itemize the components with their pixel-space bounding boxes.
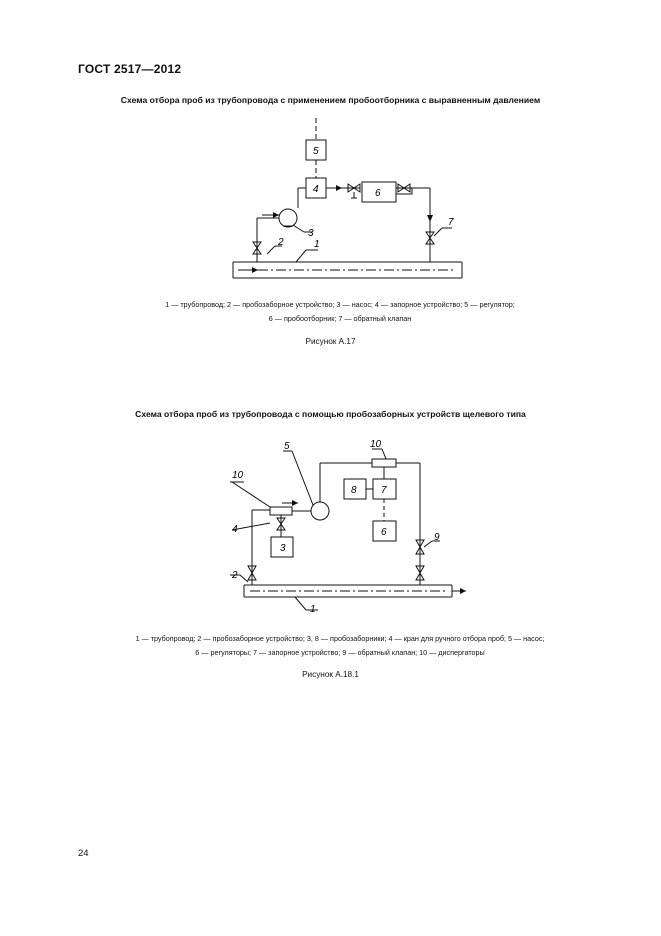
- figure-1-label: Рисунок А.17: [305, 337, 356, 346]
- callout-1-fig2: 1: [310, 604, 316, 615]
- disperser-10-left: [270, 507, 292, 515]
- disperser-10-right: [372, 459, 396, 467]
- figure-2-label: Рисунок А.18.1: [302, 670, 359, 679]
- callout-1: 1: [314, 239, 320, 250]
- box-5-label: 5: [313, 146, 319, 157]
- box-6-label-fig2: 6: [381, 527, 387, 538]
- callout-7: 7: [448, 217, 454, 228]
- callout-9: 9: [434, 532, 440, 543]
- figure-2-title: Схема отбора проб из трубопровода с помощью пробозаборных устройств щелевого типа: [135, 409, 526, 419]
- document-header: ГОСТ 2517—2012: [78, 62, 182, 76]
- callout-10-right: 10: [370, 439, 382, 450]
- pump-5: [311, 502, 329, 520]
- box-7-label: 7: [381, 485, 387, 496]
- figure-2-legend-line-1: 1 — трубопровод; 2 — пробозаборное устройство; 3, 8 — пробозаборники; 4 — кран для ручного отбора проб; 5 — насос;: [135, 634, 545, 643]
- callout-2: 2: [278, 237, 284, 248]
- figure-2-legend-line-2: 6 — регуляторы; 7 — запорное устройство; 9 — обратный клапан; 10 — диспергаторы: [195, 648, 485, 657]
- callout-3: 3: [308, 228, 314, 239]
- box-4-label: 4: [313, 184, 319, 195]
- figure-1-legend-line-1: 1 — трубопровод; 2 — пробозаборное устройство; 3 — насос; 4 — запорное устройство; 5 — регулятор;: [165, 300, 515, 309]
- callout-5: 5: [284, 441, 290, 452]
- figure-1-legend: [60, 298, 620, 326]
- pump-3: [279, 209, 297, 227]
- figure-1-title: Схема отбора проб из трубопровода с применением пробоотборника с выравненным давлением: [120, 95, 541, 105]
- figure-1-legend-line-2: 6 — пробоотборник; 7 — обратный клапан: [268, 314, 412, 323]
- callout-2-fig2: 2: [232, 570, 238, 581]
- box-3-label: 3: [280, 543, 286, 554]
- box-6-label: 6: [375, 188, 381, 199]
- callout-10-left: 10: [232, 470, 244, 481]
- callout-4: 4: [232, 524, 238, 535]
- page-number: 24: [78, 848, 89, 859]
- figure-2-legend: [60, 632, 620, 660]
- box-8-label: 8: [351, 485, 357, 496]
